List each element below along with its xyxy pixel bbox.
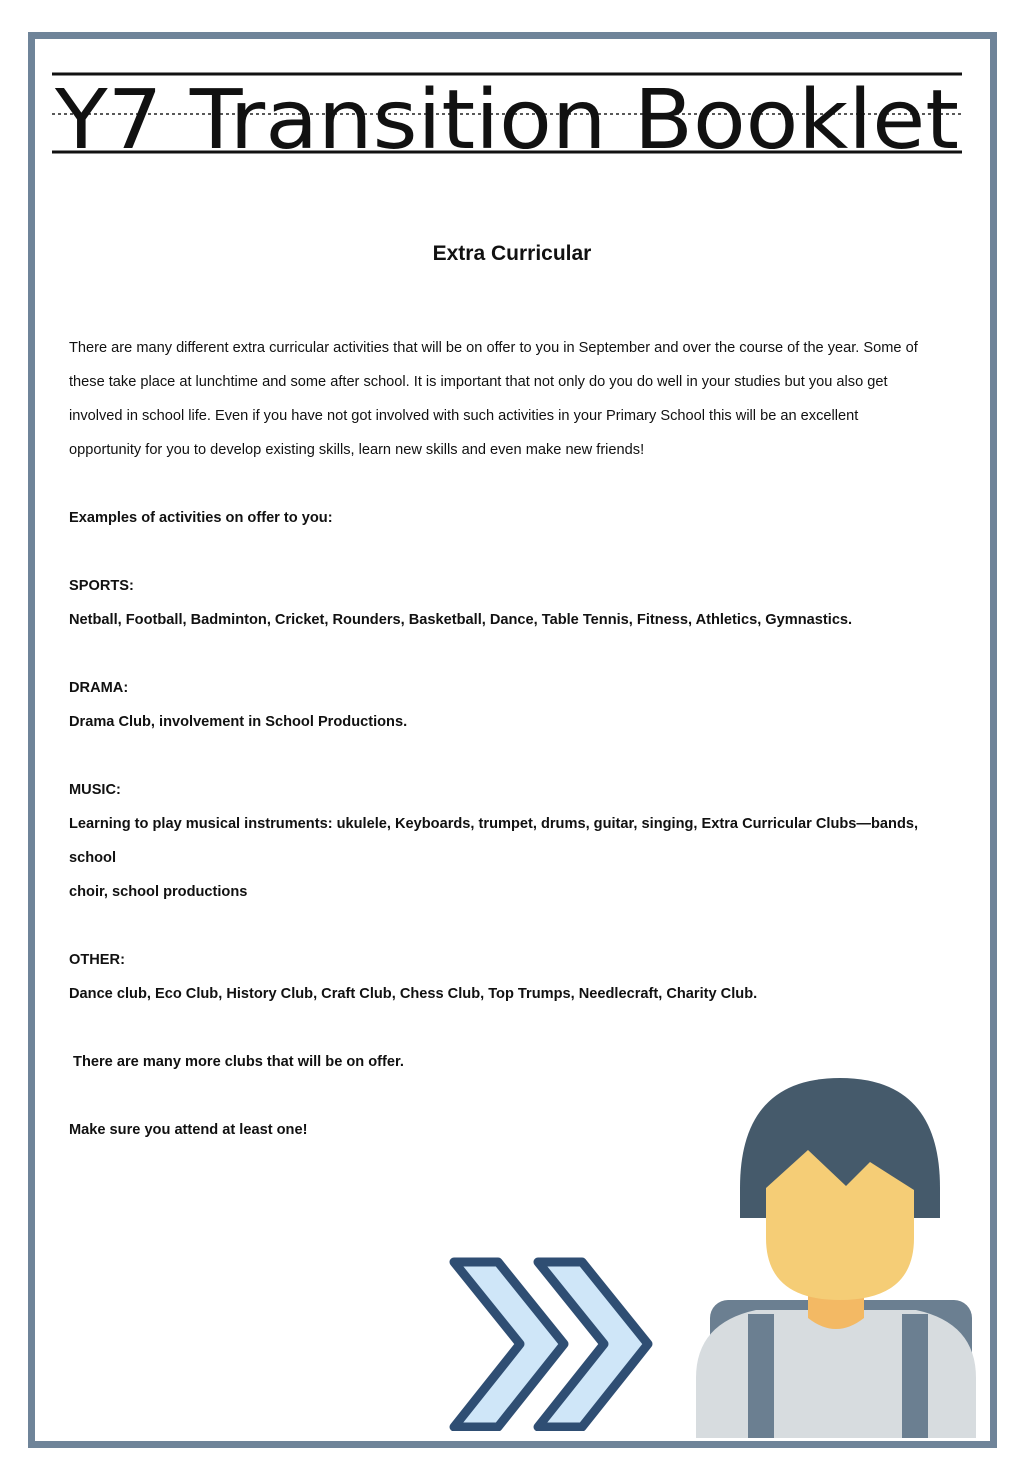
content-body [69, 331, 959, 1147]
banner-svg [52, 66, 962, 160]
intro-line: opportunity for you to develop existing skills, learn new skills and even make new friends! [69, 442, 645, 458]
banner-title-text: Y7 Transition Booklet [53, 73, 959, 160]
closing-note: Make sure you attend at least one! [69, 1122, 308, 1138]
student-avatar-icon [696, 1078, 976, 1438]
spacer [69, 739, 959, 773]
intro-line: involved in school life. Even if you have not got involved with such activities in your Primary School this will be an excellent [69, 408, 859, 424]
spacer [69, 637, 959, 671]
more-clubs-note: There are many more clubs that will be on offer. [69, 1054, 404, 1070]
spacer [69, 1011, 959, 1045]
other-list: Dance club, Eco Club, History Club, Craft Club, Chess Club, Top Trumps, Needlecraft, Charity Club. [69, 986, 758, 1002]
intro-line: There are many different extra curricular activities that will be on offer to you in September and over the course of the year. Some of [69, 340, 918, 356]
double-chevron-right-icon [446, 1252, 656, 1437]
intro-line: these take place at lunchtime and some after school. It is important that not only do you do well in your studies but you also get [69, 374, 888, 390]
drama-heading: DRAMA: [69, 680, 129, 696]
sports-list: Netball, Football, Badminton, Cricket, Rounders, Basketball, Dance, Table Tennis, Fitness, Athletics, Gymnastics. [69, 612, 853, 628]
banner-title [52, 66, 962, 160]
examples-heading: Examples of activities on offer to you: [69, 510, 333, 526]
music-heading: MUSIC: [69, 782, 121, 798]
spacer [69, 909, 959, 943]
spacer [69, 467, 959, 501]
other-heading: OTHER: [69, 952, 125, 968]
section-title: Extra Curricular [432, 242, 592, 265]
sports-heading: SPORTS: [69, 578, 134, 594]
drama-list: Drama Club, involvement in School Productions. [69, 714, 408, 730]
music-list-line: Learning to play musical instruments: ukulele, Keyboards, trumpet, drums, guitar, singing, Extra Curricular Clubs—bands, school [69, 816, 919, 866]
music-list-line: choir, school productions [69, 884, 248, 900]
spacer [69, 535, 959, 569]
